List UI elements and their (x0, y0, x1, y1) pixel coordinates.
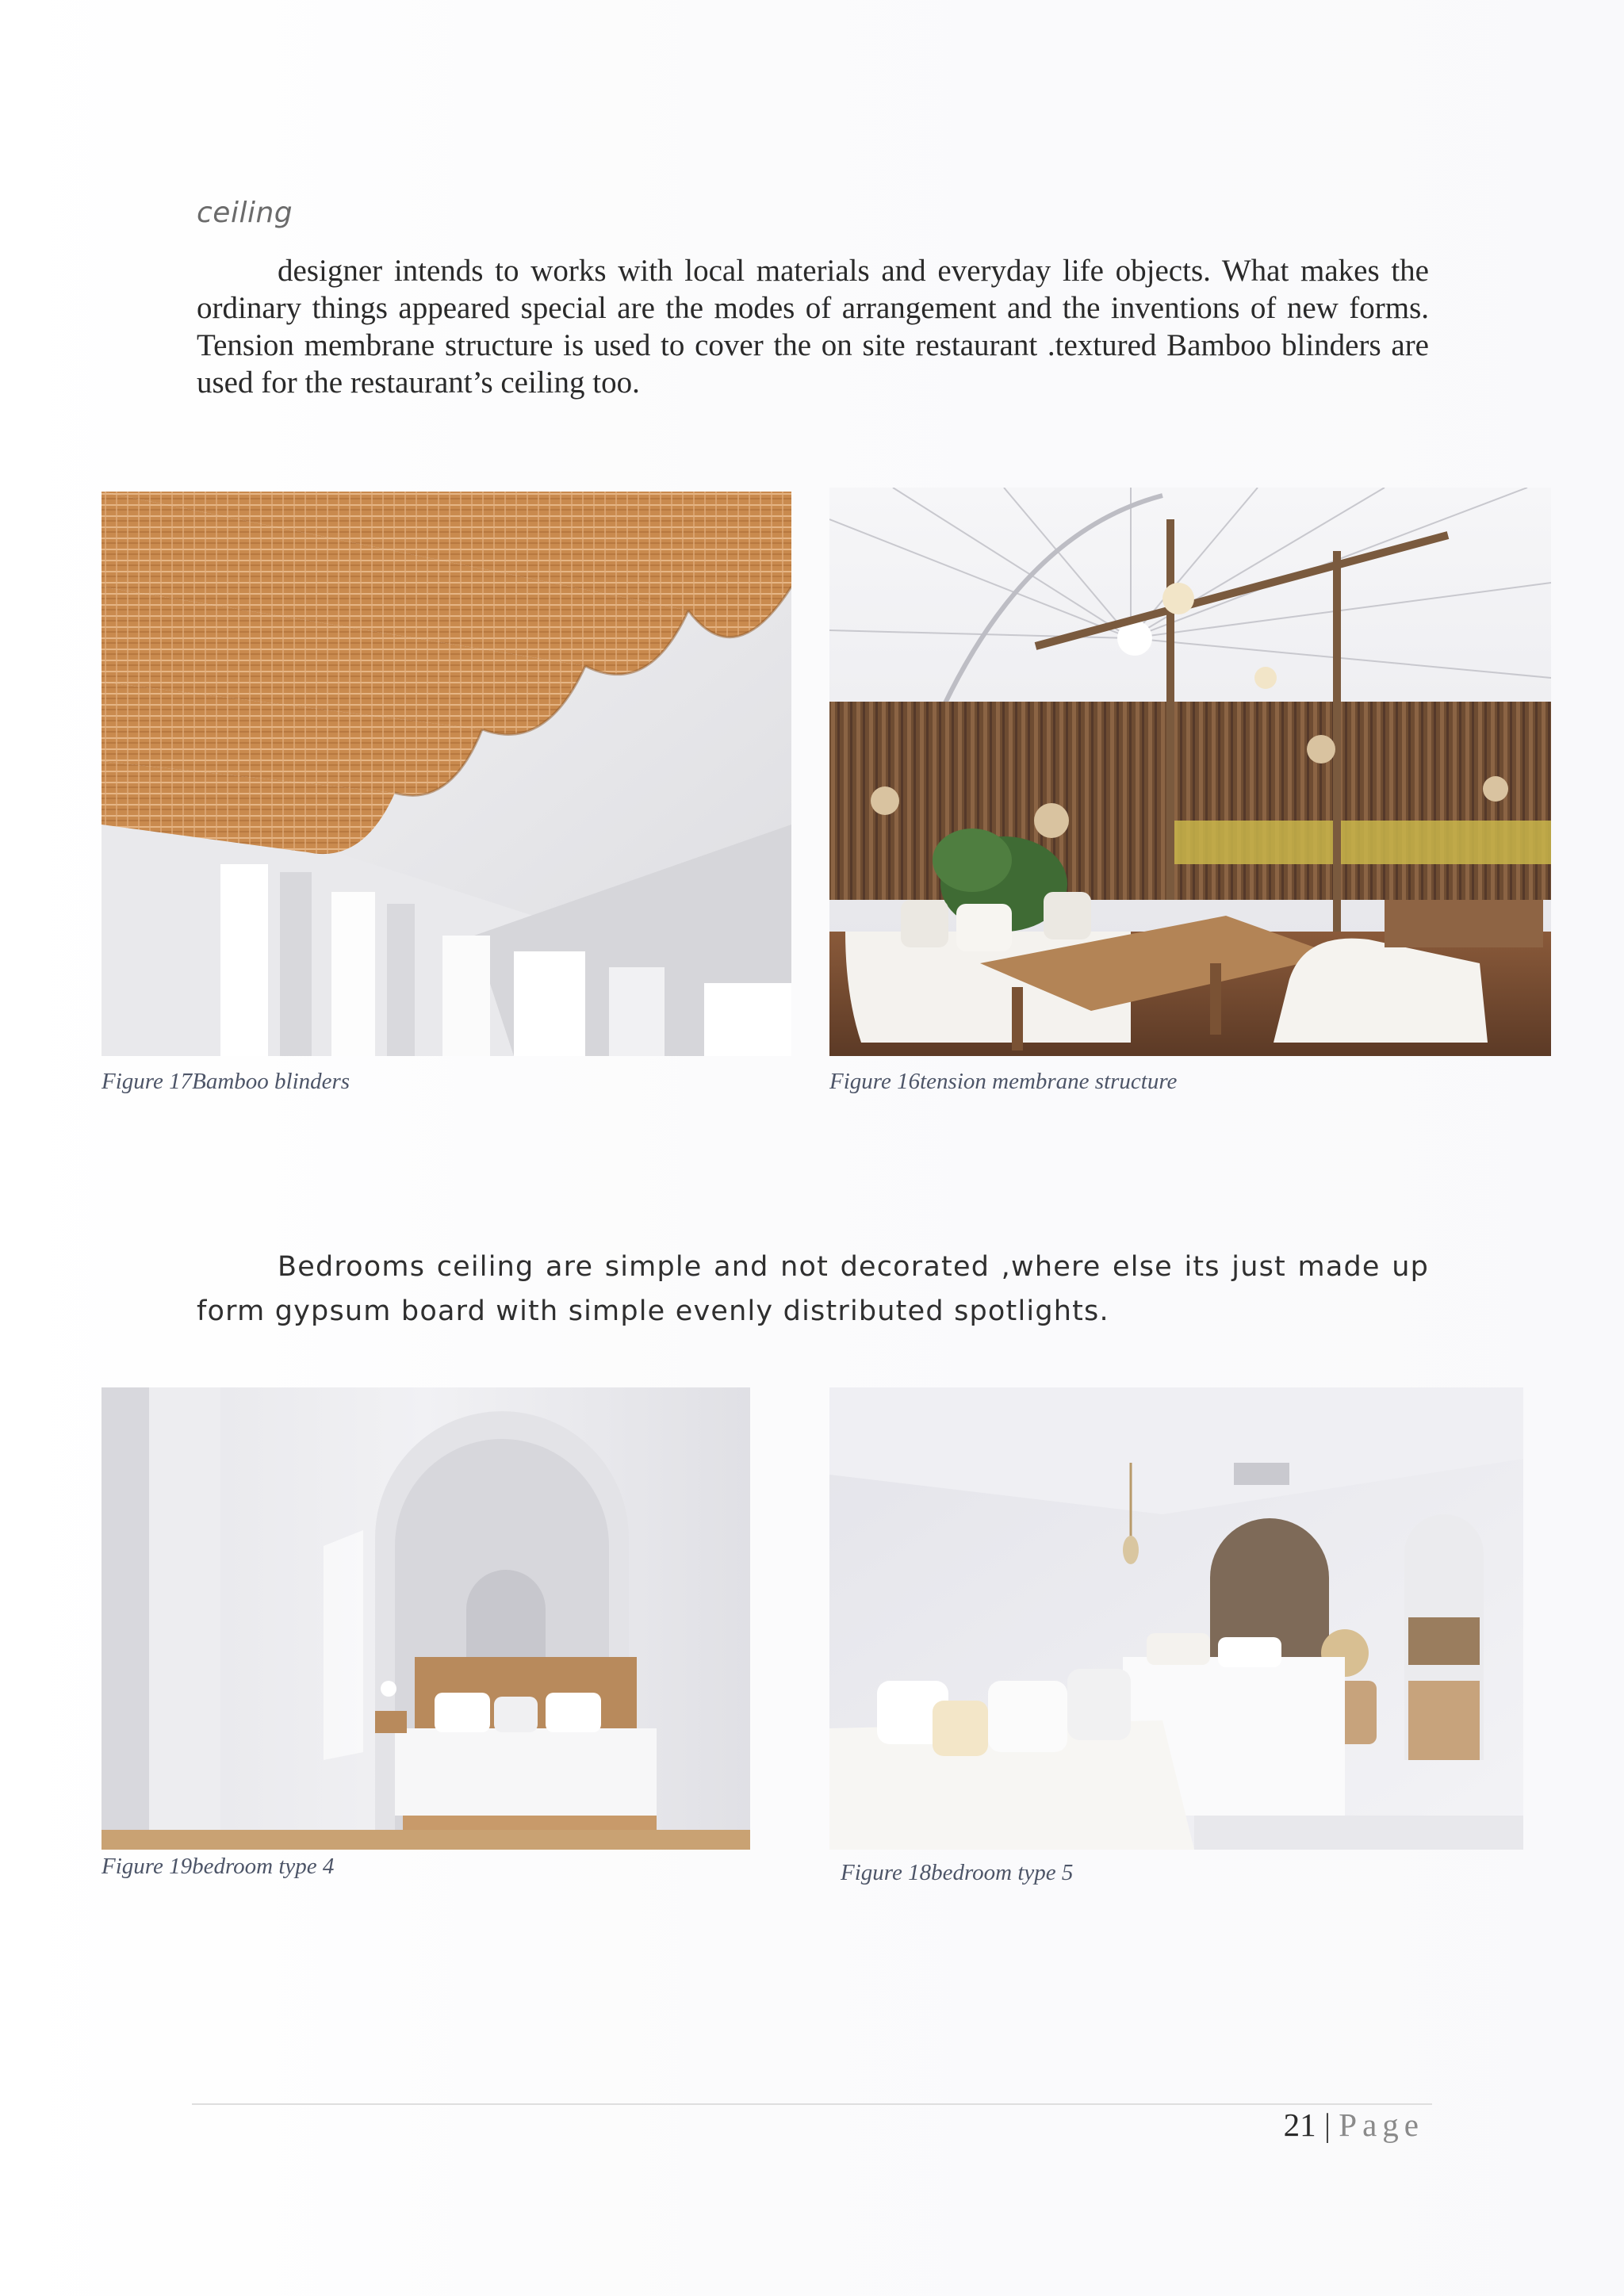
section-heading: ceiling (197, 197, 293, 229)
bedroom-type-5-photo (829, 1387, 1523, 1850)
footer-separator: | (1323, 2107, 1331, 2143)
page-label: Page (1339, 2107, 1424, 2143)
bedroom-type-4-photo (102, 1387, 750, 1850)
intro-paragraph: designer intends to works with local materials and everyday life objects. What makes the ordinary things appeared special are the modes of arrangement and the inventions of new forms. Tension membrane structure is used to cover the on site restaurant .textured Bamboo blinders are used for the restaurant’s ceiling too. (197, 254, 1429, 400)
bedroom-paragraph: Bedrooms ceiling are simple and not decorated ,where else its just made up form gypsum board with simple evenly distributed spotlights. (197, 1251, 1429, 1327)
figure-16-caption: Figure 16tension membrane structure (829, 1069, 1178, 1094)
tension-membrane-photo (829, 488, 1551, 1056)
page-number: 21 (1283, 2107, 1316, 2143)
bamboo-blinds-photo (102, 492, 791, 1056)
footer-divider (192, 2103, 1432, 2105)
figure-18-caption: Figure 18bedroom type 5 (841, 1860, 1074, 1885)
page-footer (1237, 2106, 1424, 2144)
figure-19-caption: Figure 19bedroom type 4 (102, 1854, 335, 1879)
figure-17-caption: Figure 17Bamboo blinders (102, 1069, 350, 1094)
